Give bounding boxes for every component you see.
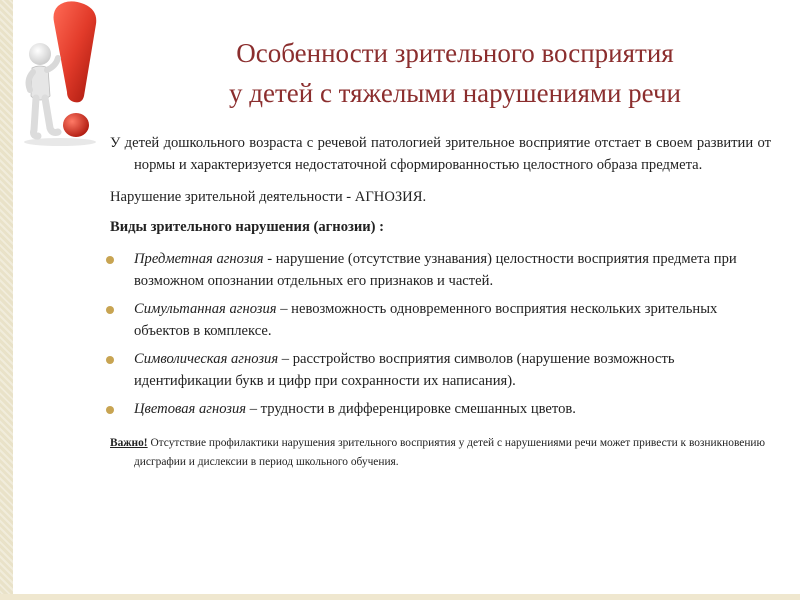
slide-title-line1: Особенности зрительного восприятия	[236, 38, 674, 68]
agnosia-types-heading: Виды зрительного нарушения (агнозии) :	[110, 219, 385, 235]
bullet-dot-icon	[106, 256, 114, 264]
bullet-item	[110, 298, 771, 342]
bullet-dot-icon	[106, 306, 114, 314]
intro-paragraph: У детей дошкольного возраста с речевой патологией зрительное восприятие отстает в своем развитии от нормы и характеризуется недостаточной сформированностью целостного образа предмета.	[110, 135, 771, 173]
bullet-term: Символическая агнозия	[134, 351, 279, 367]
bullet-term: Симультанная агнозия	[134, 301, 277, 317]
bullet-text: – трудности в дифференцировке смешанных цветов.	[246, 401, 576, 417]
bullet-text: – расстройство восприятия символов (нарушение возможность идентификации букв и цифр при сохранности их написания).	[134, 351, 675, 389]
bullet-text: – невозможность одновременного восприятия нескольких зрительных объектов в комплексе.	[134, 301, 718, 339]
bullet-text: - нарушение (отсутствие узнавания) целостности восприятия предмета при возможном опознании отдельных его признаков и частей.	[134, 251, 737, 289]
slide-title	[120, 33, 790, 113]
bullet-item	[110, 398, 771, 420]
exclamation-figure-icon	[10, 0, 110, 148]
slide-body	[110, 132, 771, 472]
important-note	[110, 434, 771, 472]
important-note-text: Отсутствие профилактики нарушения зрительного восприятия у детей с нарушениями речи может привести к возникновению дисграфии и дислексии в период школьного обучения.	[134, 437, 766, 468]
bullet-item	[110, 348, 771, 392]
bottom-decor-bar	[0, 594, 800, 600]
bullet-term: Предметная агнозия	[134, 251, 264, 267]
bullet-dot-icon	[106, 406, 114, 414]
slide-title-line2: у детей с тяжелыми нарушениями речи	[228, 78, 682, 108]
agnosia-definition: Нарушение зрительной деятельности - АГНОЗИЯ.	[110, 189, 427, 205]
important-label: Важно!	[110, 437, 148, 449]
bullet-item	[110, 248, 771, 292]
bullet-dot-icon	[106, 356, 114, 364]
bullet-term: Цветовая агнозия	[134, 401, 247, 417]
